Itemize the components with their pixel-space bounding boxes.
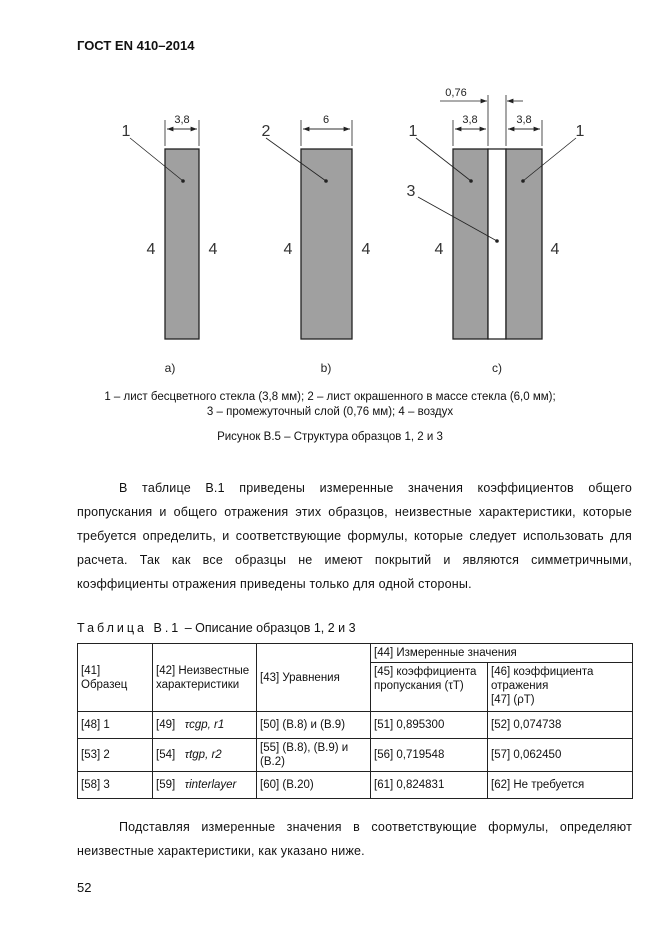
cell-transmission: [56] 0,719548 [371, 739, 488, 772]
panel-label-c: c) [492, 361, 502, 375]
cell-reflection: [57] 0,062450 [488, 739, 633, 772]
header-sample: [41] Образец [78, 644, 153, 712]
cell-unknown [153, 772, 257, 799]
table-header-row [78, 644, 633, 663]
dim-c-left: 3,8 [462, 114, 478, 126]
page-number: 52 [77, 880, 92, 895]
figure-legend [60, 390, 600, 420]
callout-4: 4 [361, 241, 371, 258]
figure-caption: Рисунок В.5 – Структура образцов 1, 2 и 3 [217, 431, 443, 443]
glass-sheet-c-left [453, 149, 488, 339]
callout-1: 1 [121, 123, 131, 140]
table-row [78, 712, 633, 739]
table-row [78, 739, 633, 772]
cell-reflection: [52] 0,074738 [488, 712, 633, 739]
header-transmission [371, 663, 488, 712]
cell-id: [59] [156, 779, 176, 791]
callout-4: 4 [283, 241, 293, 258]
cell-transmission: [51] 0,895300 [371, 712, 488, 739]
callout-4: 4 [146, 241, 156, 258]
header-text: [45] коэффициента пропускания [374, 666, 477, 692]
cell-sample: [58] 3 [78, 772, 153, 799]
cell-formula: τcgp, r1 [184, 719, 225, 731]
callout-4: 4 [550, 241, 560, 258]
callout-4: 4 [434, 241, 444, 258]
paragraph-text: Подставляя измеренные значения в соответствующие формулы, определяют неизвестные характеристики, как указано ниже. [77, 820, 632, 858]
header-unknown: [42] Неизвестные характеристики [153, 644, 257, 712]
callout-1: 1 [408, 123, 418, 140]
dim-a: 3,8 [174, 114, 190, 126]
cell-sample: [53] 2 [78, 739, 153, 772]
dim-c-right: 3,8 [516, 114, 532, 126]
cell-sample: [48] 1 [78, 712, 153, 739]
table-caption [77, 621, 356, 635]
tau-symbol: (τT) [444, 680, 464, 692]
glass-sheet-c-right [506, 149, 542, 339]
header-text: [46] коэффициента отражения [491, 666, 594, 692]
cell-equations: [50] (В.8) и (В.9) [257, 712, 371, 739]
legend-line: 1 – лист бесцветного стекла (3,8 мм); 2 – лист окрашенного в массе стекла (6,0 мм); [104, 391, 556, 403]
header-reflection [488, 663, 633, 712]
cell-equations: [55] (В.8), (В.9) и (В.2) [257, 739, 371, 772]
figure-sample-structure [0, 0, 661, 400]
cell-formula: τinterlayer [184, 779, 237, 791]
dim-b: 6 [322, 114, 330, 126]
cell-id: [54] [156, 749, 176, 761]
rho-symbol: [47] (ρT) [491, 694, 535, 706]
header-measured: [44] Измеренные значения [371, 644, 633, 663]
callout-2: 2 [261, 123, 271, 140]
cell-formula: τtgp, r2 [184, 749, 222, 761]
body-paragraph [77, 476, 632, 596]
glass-sheet-b [301, 149, 352, 339]
interlayer-c [488, 149, 506, 339]
cell-transmission: [61] 0,824831 [371, 772, 488, 799]
callout-1: 1 [575, 123, 585, 140]
panel-label-b: b) [320, 361, 332, 375]
dim-c-interlayer: 0,76 [445, 87, 467, 99]
cell-unknown [153, 712, 257, 739]
cell-id: [49] [156, 719, 176, 731]
glass-sheet-a [165, 149, 199, 339]
panel-label-a: a) [164, 361, 176, 375]
table-caption-prefix: Таблица В.1 [77, 621, 182, 635]
cell-equations: [60] (В.20) [257, 772, 371, 799]
body-paragraph [77, 815, 632, 863]
document-header: ГОСТ EN 410–2014 [77, 38, 195, 53]
cell-reflection: [62] Не требуется [488, 772, 633, 799]
samples-table [77, 643, 633, 799]
paragraph-text: В таблице В.1 приведены измеренные значения коэффициентов общего пропускания и общего отражения этих образцов, неизвестные характеристики, которые требуется определить, и соответствующие формулы, которые следует использовать для расчета. Так как все образцы не имеют покрытий и являются симметричными, коэффициенты отражения приведены только для одной стороны. [77, 481, 632, 591]
table-caption-title: – Описание образцов 1, 2 и 3 [181, 621, 356, 635]
legend-line: 3 – промежуточный слой (0,76 мм); 4 – воздух [206, 406, 454, 418]
callout-3: 3 [406, 183, 416, 200]
table-row [78, 772, 633, 799]
cell-unknown [153, 739, 257, 772]
header-equations: [43] Уравнения [257, 644, 371, 712]
callout-4: 4 [208, 241, 218, 258]
